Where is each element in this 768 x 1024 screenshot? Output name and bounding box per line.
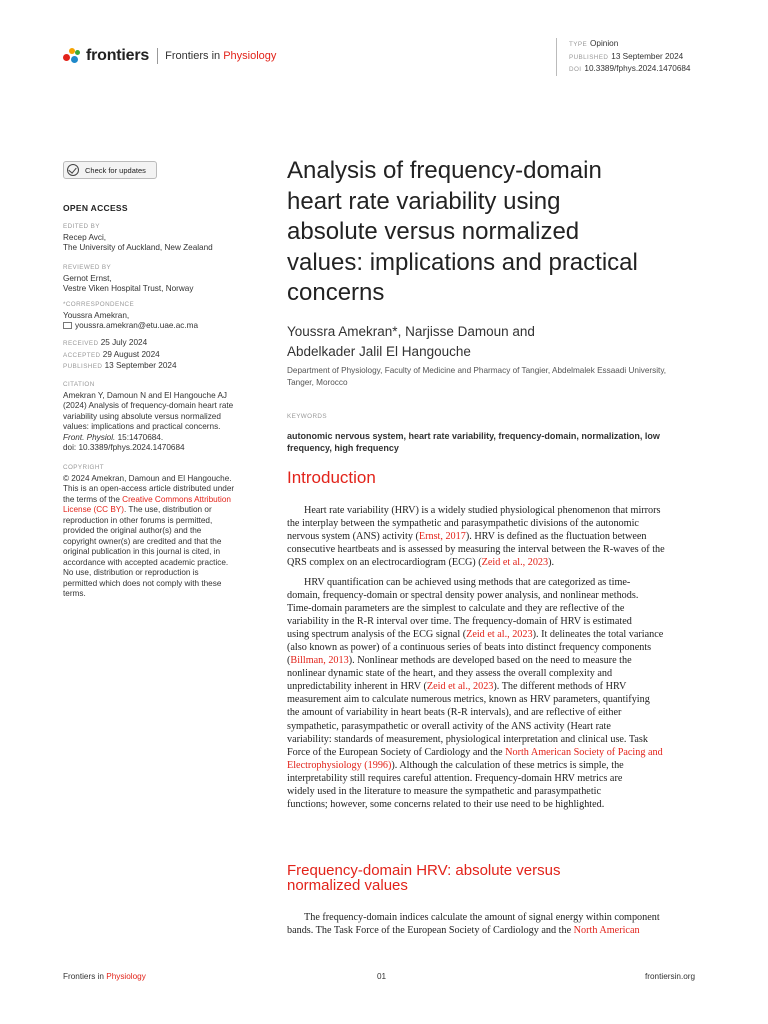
open-access-label: OPEN ACCESS xyxy=(63,203,128,213)
ref-zeid-2023[interactable]: Zeid et al., 2023 xyxy=(466,629,533,641)
section-heading-frequency-domain: Frequency-domain HRV: absolute versus normalized values xyxy=(287,862,561,894)
copyright-block: COPYRIGHT © 2024 Amekran, Damoun and El Hangouche. This is an open-access article distributed under the terms of the Creative Commons Attribution License (CC BY). The use, distribution or reproduction in other forums is permitted, provided the original author(s) and the copyright owner(s) are credited and that the original publication in this journal is cited, in accordance with accepted academic practice. No use, distribution or reproduction is permitted which does not comply with these terms. xyxy=(63,464,235,598)
section2-paragraph-1: The frequency-domain indices calculate the amount of signal energy within component bands. The Task Force of the European Society of Cardiology and the North American xyxy=(287,912,660,937)
check-icon xyxy=(67,164,79,176)
ref-naspe-1996[interactable]: North American Society of Pacing and xyxy=(505,746,663,758)
dates-block: RECEIVED 25 July 2024 ACCEPTED 29 August 2024 PUBLISHED 13 September 2024 xyxy=(63,338,177,370)
footer-website-link[interactable]: frontiersin.org xyxy=(645,972,696,981)
authors: Youssra Amekran*, Narjisse Damoun and Abdelkader Jalil El Hangouche xyxy=(287,324,535,359)
article-type: Opinion xyxy=(590,39,619,48)
keywords: autonomic nervous system, heart rate variability, frequency-domain, normalization, low frequency, high frequency xyxy=(287,431,660,453)
footer-journal[interactable]: Frontiers in Physiology xyxy=(63,972,146,981)
check-for-updates-button[interactable]: Check for updates xyxy=(63,161,157,179)
ref-north-american[interactable]: North American xyxy=(573,925,640,937)
ref-zeid-2023[interactable]: Zeid et al., 2023 xyxy=(481,557,549,569)
frontiers-brand: frontiers xyxy=(86,47,150,64)
frontiers-logo-icon xyxy=(63,47,81,65)
correspondence-block: *CORRESPONDENCE Youssra Amekran, youssra.amekran@etu.uae.ac.ma xyxy=(63,301,198,330)
published-date: 13 September 2024 xyxy=(611,51,684,61)
intro-paragraph-1: Heart rate variability (HRV) is a widely studied physiological phenomenon that mirrors the interplay between the sympathetic and parasympathetic divisions of the autonomic nervous system (ANS) activity (Ernst, 2017). HRV is defined as the fluctuation between consecutive heartbeats and is assessed by measuring the interval between the R-waves of the QRS complex on an electrocardiogram (ECG) (Zeid et al., 2023). xyxy=(287,505,665,569)
correspondence-email[interactable]: youssra.amekran@etu.uae.ac.ma xyxy=(75,321,198,330)
edited-by-block: EDITED BY Recep Avci, The University of Auckland, New Zealand xyxy=(63,223,213,252)
intro-paragraph-2: HRV quantification can be achieved using methods that are categorized as time- domain, frequency-domain or spectral density power analysis, and nonlinear methods. Time-domain parameters are the simplest to calculate and they are reflective of the variability in the R-R interval over time. The frequency-domain of HRV is estimated using spectrum analysis of the ECG signal (Zeid et al., 2023). It delineates the total variance (also known as power) of a continuous series of beats into distinct frequency components (Billman, 2013). Nonlinear methods are developed based on the need to measure the nonlinear dynamic state of the heart, and they assess the overall complexity and unpredictability inherent in HRV (Zeid et al., 2023). The different methods of HRV measurement aim to calculate numerous metrics, known as HRV parameters, quantifying the amount of variability in heart beats (R-R intervals), and are reflective of either sympathetic, parasympathetic or overall activity of the ANS activity (Heart rate variability: standards of measurement, physiological interpretation and clinical use. Task Force of the European Society of Cardiology and the North American Society of Pacing and Electrophysiology (1996)). Although the calculation of these metrics is simple, the interpretability still requires careful attention. Frequency-domain HRV metrics are widely used in the literature to measure the sympathetic and parasympathetic functions; however, some concerns related to their use need to be highlighted. xyxy=(287,577,664,810)
affiliation: Department of Physiology, Faculty of Medicine and Pharmacy of Tangier, Abdelmalek Essaadi University, Tanger, Morocco xyxy=(287,366,667,387)
email-icon xyxy=(63,322,72,329)
ref-ernst-2017[interactable]: Ernst, 2017 xyxy=(418,531,466,543)
section-heading-introduction: Introduction xyxy=(287,468,376,487)
citation-block: CITATION Amekran Y, Damoun N and El Hangouche AJ (2024) Analysis of frequency-domain heart rate variability using absolute versus normalized values: implications and practical concerns. Front. Physiol. 15:1470684. doi: 10.3389/fphys.2024.1470684 xyxy=(63,381,234,452)
cc-license-link[interactable]: Creative Commons Attribution xyxy=(122,494,231,504)
logo-divider xyxy=(157,48,158,64)
doi[interactable]: 10.3389/fphys.2024.1470684 xyxy=(584,64,691,73)
ref-zeid-2023[interactable]: Zeid et al., 2023 xyxy=(426,681,494,693)
frontiers-logo[interactable] xyxy=(63,46,276,66)
reviewed-by-block: REVIEWED BY Gernot Ernst, Vestre Viken Hospital Trust, Norway xyxy=(63,264,194,293)
journal-name: Frontiers in Physiology xyxy=(165,50,277,62)
ref-naspe-1996-cont[interactable]: Electrophysiology (1996) xyxy=(287,759,392,771)
ref-billman-2013[interactable]: Billman, 2013 xyxy=(290,655,349,667)
page-number: 01 xyxy=(377,972,387,981)
article-meta: TYPE Opinion PUBLISHED 13 September 2024 DOI 10.3389/fphys.2024.1470684 xyxy=(556,38,690,76)
keywords-label: KEYWORDS xyxy=(287,413,327,420)
cc-license-link-2[interactable]: License (CC BY) xyxy=(63,505,124,514)
article-title: Analysis of frequency-domain heart rate variability using absolute versus normalized values: implications and practical concerns xyxy=(287,157,638,306)
